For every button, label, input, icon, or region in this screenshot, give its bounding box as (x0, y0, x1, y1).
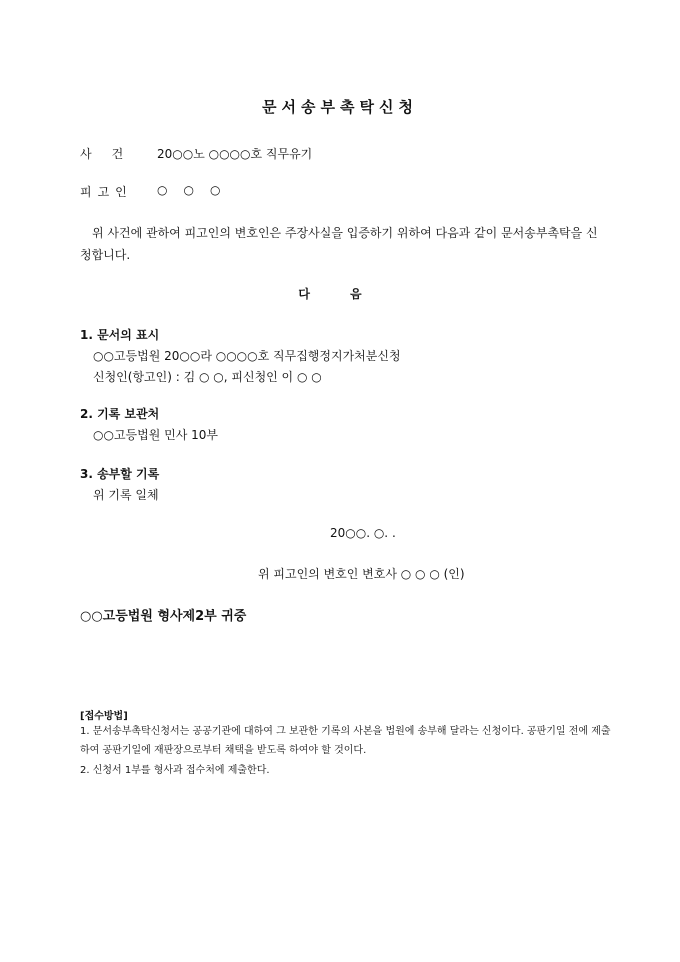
section-title-storage: 2. 기록 보관처 (80, 407, 160, 421)
notes-title: [접수방법] (80, 711, 128, 722)
defendant-label: 피고인 (80, 185, 133, 199)
section-heading: 다음 (298, 287, 402, 301)
date: 20○○. ○. . (330, 526, 396, 540)
section-title-document: 1. 문서의 표시 (80, 328, 160, 342)
section-line: 위 기록 일체 (93, 488, 159, 502)
note-item: 1. 문서송부촉탁신청서는 공공기관에 대하여 그 보관한 기록의 사본을 법원에 송부해 달라는 신청이다. 공판기일 전에 제출하여 공판기일에 재판장으로부터 채택을 받도록 하여야 할 것이다. (80, 726, 611, 756)
section-line: ○○고등법원 20○○라 ○○○○호 직무집행정지가처분신청 (93, 349, 401, 363)
defendant-name: ○○○ (157, 183, 237, 197)
court-addressee: ○○고등법원 형사제2부 귀중 (80, 609, 247, 624)
signature-line: 위 피고인의 변호인 변호사 ○ ○ ○ (인) (258, 567, 465, 581)
case-label: 사건 (80, 147, 144, 161)
document-title: 문서송부촉탁신청 (262, 98, 418, 116)
note-item: 2. 신청서 1부를 형사과 접수처에 제출한다. (80, 765, 270, 776)
request-body: 위 사건에 관하여 피고인의 변호인은 주장사실을 입증하기 위하여 다음과 같이 문서송부촉탁을 신청합니다. (80, 226, 598, 262)
section-line: ○○고등법원 민사 10부 (93, 428, 218, 442)
case-number: 20○○노 ○○○○호 직무유기 (157, 147, 313, 161)
section-line: 신청인(항고인) : 김 ○ ○, 피신청인 이 ○ ○ (93, 370, 322, 384)
section-title-records: 3. 송부할 기록 (80, 467, 160, 481)
